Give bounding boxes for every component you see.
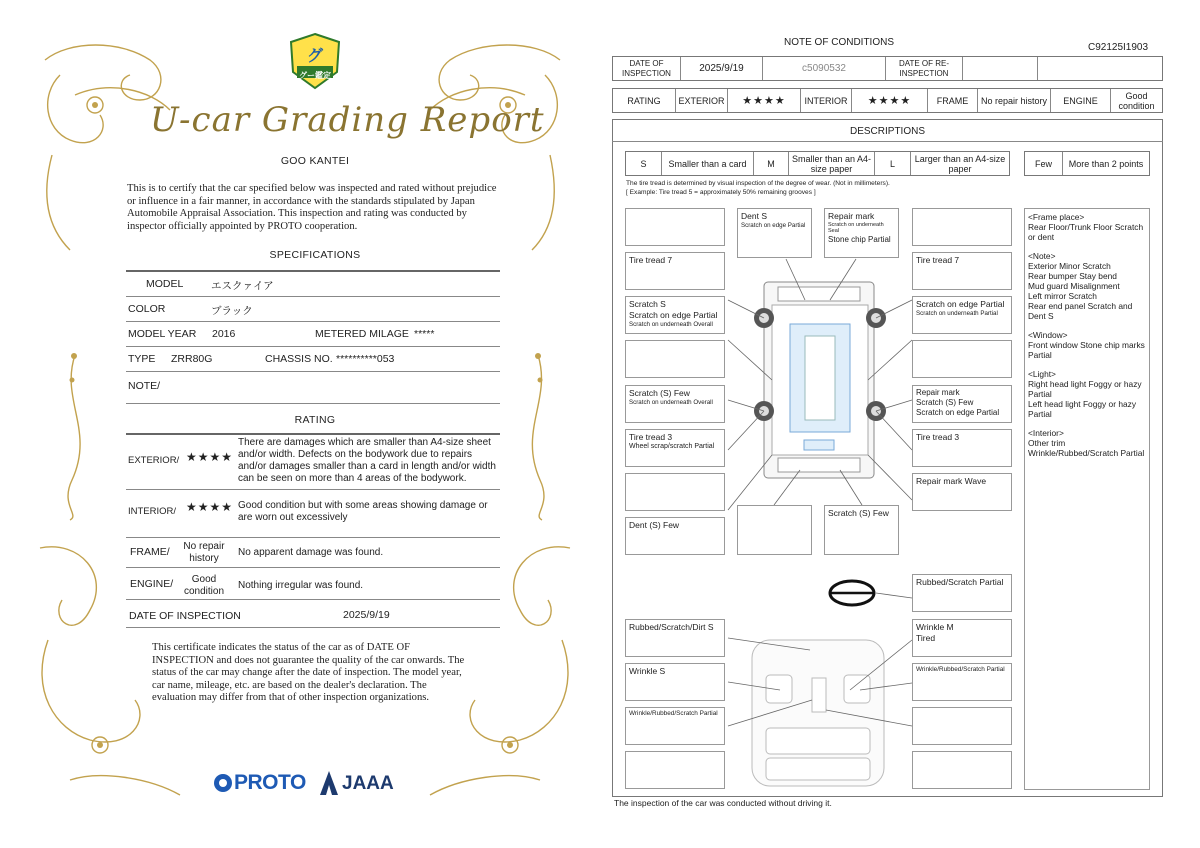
rating-label: RATING [613,89,676,112]
side-note-line: <Interior> [1028,428,1064,438]
model-label: MODEL [146,278,184,290]
date-of-inspection-label: DATE OF INSPECTION [613,57,681,80]
engine-description: Nothing irregular was found. [238,580,364,591]
legend-l-desc: Larger than an A4-size paper [914,153,1006,174]
note-box-scratch-right [912,296,1012,334]
wrinkle-m-label: Wrinkle M [916,622,954,632]
svg-text:グ: グ [306,46,324,65]
rating-heading: RATING [294,414,336,426]
note-box-right-4 [912,340,1012,378]
side-note-line: Rear Floor/Trunk Floor Scratch or dent [1028,222,1144,242]
proto-logo-icon [212,770,234,796]
repair-right-sub2: Scratch on edge Partial [916,408,1000,417]
scratch-few-left-sub: Scratch on underneath Overall [629,399,713,406]
exterior-label: EXTERIOR/ [128,455,180,466]
footer-disclaimer: This certificate indicates the status of the car as of DATE OF INSPECTION and does not guarantee the quality of the car onwards. The status of the car may change after the date of inspection. The model year, car name, mileage, etc. are based on the dealer's declaration. The evaluation may differ from that of other inspection organizations. [152,642,465,704]
tire-rear-left-sub: Wheel scrap/scratch Partial [629,443,715,450]
type-label: TYPE [128,353,156,365]
note-box-bottom-mid-left [737,505,812,555]
jaaa-logo-icon [318,769,340,797]
badge-label: グー鑑定 [299,71,331,80]
frame-value: No repair history [978,89,1051,112]
note-box-interior-right-4 [912,751,1012,789]
note-box-interior-right-3 [912,707,1012,745]
goo-kantei-badge [287,32,343,90]
document-id: C92125I1903 [1088,42,1149,53]
side-note-line: Mud guard Misalignment [1028,281,1120,291]
model-value: エスクァイア [211,280,274,292]
side-note-line [1028,360,1146,369]
scratch-few-left-label: Scratch (S) Few [629,388,690,398]
proto-logo: PROTO [234,771,306,794]
side-note-line [1028,419,1146,428]
date-value: 2025/9/19 [343,609,390,621]
note-box-tire-rear-left [625,429,725,467]
frame-value: No repair history [183,541,225,564]
interior-label: INTERIOR [801,89,852,112]
dent-s-sub: Scratch on edge Partial [741,222,806,229]
side-note-line: <Frame place> [1028,212,1085,222]
exterior-label: EXTERIOR [676,89,728,112]
note-box-scratch-few-bottom [824,505,899,555]
legend-l: L [875,152,911,175]
side-note-line [1028,242,1146,251]
model-year-value: 2016 [212,328,236,340]
note-box-wrinkle-rubbed-right [912,663,1012,701]
exterior-description: There are damages which are smaller than A4-size sheet and/or width. Defects on the bodywork due to repairs and/or damages smaller than a card in length and/or width can be seen on more than 4 areas of the bodywork. [238,437,496,484]
metered-value: ***** [414,328,435,340]
scratch-right-label: Scratch on edge Partial [916,299,1005,309]
note-box-tire-front-right [912,252,1012,290]
tire-front-right-label: Tire tread 7 [916,255,960,265]
frame-description: No apparent damage was found. [238,547,384,558]
engine-value: Good condition [183,574,225,597]
exterior-stars: ★★★★ [728,89,801,112]
model-year-label: MODEL YEAR [128,328,197,340]
note-box-left-4 [625,340,725,378]
legend-m: M [754,152,789,175]
tire-rear-right-label: Tire tread 3 [916,432,960,442]
report-title: U-car Grading Report [150,100,545,140]
side-note-line: Other trim [1028,438,1066,448]
repair-wave-label: Repair mark Wave [916,476,987,486]
scratch-left-underneath: Scratch on underneath Overall [629,321,713,328]
side-note-line: Rear bumper Stay bend [1028,271,1117,281]
note-of-conditions [600,0,1200,848]
scratch-right-sub: Scratch on underneath Partial [916,310,998,317]
legend-m-desc: Smaller than an A4-size paper [789,152,875,175]
dent-s-label: Dent S [741,211,767,221]
jaaa-logo: JAAA [342,773,394,794]
wrinkle-rubbed-right-label: Wrinkle/Rubbed/Scratch Partial [916,666,1005,673]
dent-few-label: Dent (S) Few [629,520,680,530]
conditions-footer: The inspection of the car was conducted without driving it. [614,798,832,808]
inspection-code: c5090532 [763,57,886,80]
date-of-inspection-value: 2025/9/19 [681,57,763,80]
side-note-line: Right head light Foggy or hazy Partial [1028,379,1142,399]
engine-value: Good condition [1118,90,1155,111]
note-box-dent-s [737,208,812,258]
side-note-line: Rear end panel Scratch and Dent S [1028,301,1133,321]
conditions-title: NOTE OF CONDITIONS [784,37,894,48]
legend-s-desc: Smaller than a card [662,152,754,175]
scratch-few-bottom-label: Scratch (S) Few [828,508,889,518]
interior-description: Good condition but with some areas showing damage or are worn out excessively [238,500,488,523]
scratch-left-label: Scratch S [629,299,666,309]
note-box-wrinkle-rubbed-left [625,707,725,745]
note-box-tire-rear-right [912,429,1012,467]
legend-s: S [626,152,662,175]
side-note-line: Exterior Minor Scratch [1028,261,1111,271]
repair-top-label: Repair mark [828,211,875,221]
note-box-left-1 [625,208,725,246]
side-note-line: Left mirror Scratch [1028,291,1097,301]
scratch-left-edge: Scratch on edge Partial [629,310,718,320]
note-box-scratch-few-left [625,385,725,423]
color-label: COLOR [128,303,166,315]
frame-label: FRAME/ [130,546,170,558]
side-notes-panel [1024,208,1150,790]
side-note-line: <Note> [1028,251,1056,261]
descriptions-heading: DESCRIPTIONS [850,126,926,137]
rubbed-dirt-label: Rubbed/Scratch/Dirt S [629,622,714,632]
note-box-left-7 [625,473,725,511]
intro-paragraph: This is to certify that the car specified below was inspected and rated without prejudice or influence in a fair manner, in accordance with the standards stipulated by Japan Automobile Appraisal Association. This inspection and rating was conducted by inspector officially appointed by PROTO cooperation. [127,183,497,232]
repair-right-sub1: Scratch (S) Few [916,398,974,407]
chassis-value: **********053 [336,353,395,365]
date-label: DATE OF INSPECTION [129,610,241,622]
engine-label: ENGINE [1051,89,1111,112]
side-note-line: Wrinkle/Rubbed/Scratch Partial [1028,448,1145,458]
tire-note-2: [ Example: Tire tread 5 = approximately 50% remaining grooves ] [626,189,816,196]
tire-front-left-label: Tire tread 7 [629,255,673,265]
note-box-right-1 [912,208,1012,246]
legend-few: Few [1025,152,1063,175]
side-notes-list [1028,212,1146,458]
wrinkle-s-label: Wrinkle S [629,666,666,676]
repair-right-label: Repair mark [916,388,960,397]
side-note-line: <Light> [1028,369,1056,379]
interior-stars: ★★★★ [852,89,928,112]
note-box-rubbed-dirt [625,619,725,657]
note-box-wrinkle-s [625,663,725,701]
color-value: ブラック [211,305,253,317]
frame-label: FRAME [928,89,978,112]
interior-stars: ★★★★ [186,500,234,514]
note-box-repair-top [824,208,899,258]
repair-top-sub3: Stone chip Partial [828,235,891,244]
note-box-rubbed-partial [912,574,1012,612]
type-value: ZRR80G [171,353,213,365]
rubbed-partial-label: Rubbed/Scratch Partial [916,577,1004,587]
repair-top-sub2: Seal [828,228,840,234]
note-box-tire-front-left [625,252,725,290]
metered-label: METERED MILAGE [315,328,409,340]
chassis-label: CHASSIS NO. [265,353,333,365]
specifications-heading: SPECIFICATIONS [269,249,361,261]
note-box-repair-wave [912,473,1012,511]
note-box-scratch-left [625,296,725,334]
tire-rear-left-label: Tire tread 3 [629,432,673,442]
legend-few-desc: More than 2 points [1068,158,1144,169]
engine-label: ENGINE/ [130,578,174,590]
note-box-wrinkle-m [912,619,1012,657]
repair-top-sub1: Scratch on underneath [828,222,884,228]
side-note-line [1028,321,1146,330]
note-box-repair-right [912,385,1012,423]
wrinkle-rubbed-left-label: Wrinkle/Rubbed/Scratch Partial [629,710,718,717]
exterior-stars: ★★★★ [186,450,234,464]
interior-label: INTERIOR/ [128,506,177,517]
note-box-interior-left-4 [625,751,725,789]
report-subtitle: GOO KANTEI [280,155,350,167]
note-box-dent-few [625,517,725,555]
tire-note-1: The tire tread is determined by visual inspection of the degree of wear. (Not in millimeters). [626,180,890,187]
reinspection-label: DATE OF RE-INSPECTION [886,57,963,80]
side-note-line: Front window Stone chip marks Partial [1028,340,1145,360]
side-note-line: Left head light Foggy or hazy Partial [1028,399,1137,419]
side-note-line: <Window> [1028,330,1068,340]
wrinkle-m-sub: Tired [916,633,936,643]
note-label: NOTE/ [128,380,161,392]
